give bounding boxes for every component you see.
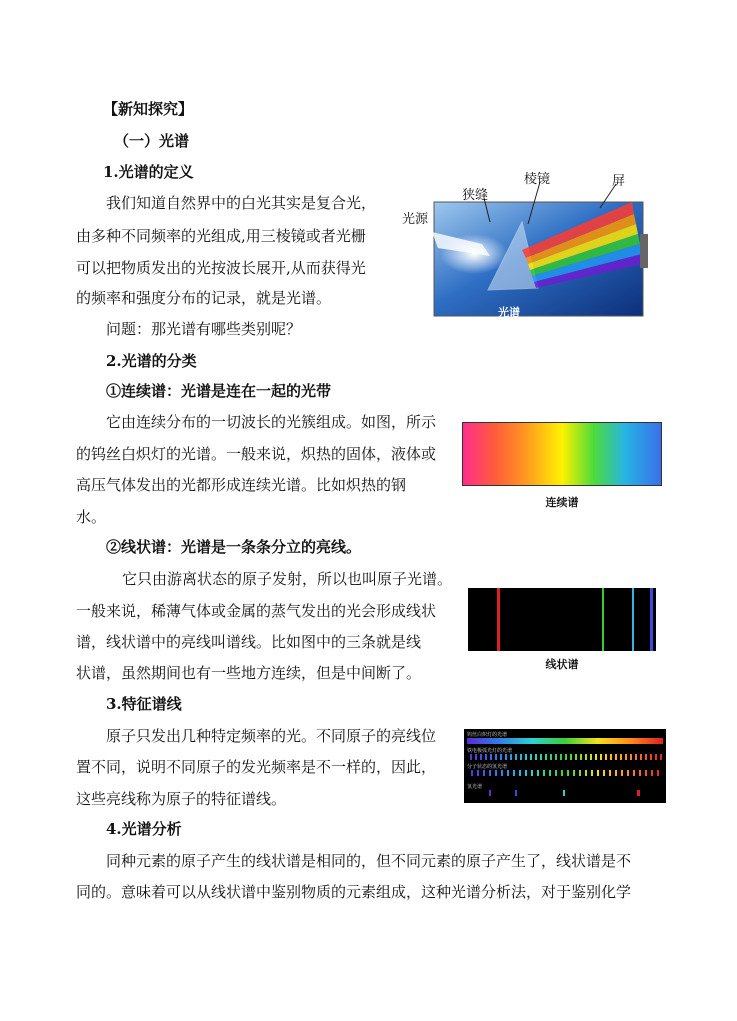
spectral-line-cyan <box>632 588 634 651</box>
prism-caption: 光谱 <box>498 306 520 319</box>
spectra-band-2 <box>467 754 663 760</box>
continuous-line-4: 水。 <box>76 508 107 526</box>
s4-title: 4.光谱分析 <box>106 820 182 838</box>
s4-line-1: 同种元素的原子产生的线状谱是相同的，但不同元素的原子产生了，线状谱是不 <box>106 852 632 870</box>
spectral-line-red <box>497 588 500 651</box>
s1-question: 问题：那光谱有哪些类别呢？ <box>106 320 302 338</box>
s1-line-2: 由多种不同频率的光组成,用三棱镜或者光栅 <box>76 227 366 245</box>
subheading: （一）光谱 <box>114 132 190 150</box>
s4-line-2: 同的。意味着可以从线状谱中鉴别物质的元素组成，这种光谱分析法，对于鉴别化学 <box>76 883 632 901</box>
s1-line-1: 我们知道自然界中的白光其实是复合光， <box>106 194 377 212</box>
line-spectrum-line-1: 它只由游离状态的原子发射，所以也叫原子光谱。 <box>122 570 453 588</box>
line-spectrum-caption: 线状谱 <box>545 658 579 671</box>
s3-title: 3.特征谱线 <box>106 695 182 713</box>
prism-figure <box>402 162 648 320</box>
s1-line-3: 可以把物质发出的光按波长展开,从而获得光 <box>76 259 366 277</box>
label-light-source: 光源 <box>402 212 429 227</box>
spectra-label-1: 钨丝白炽灯的光谱 <box>467 732 508 738</box>
s3-line-1: 原子只发出几种特定频率的光。不同原子的亮线位 <box>106 727 437 745</box>
spectral-line-blue <box>650 588 653 651</box>
s3-line-2: 置不同，说明不同原子的发光频率是不一样的，因此， <box>76 758 437 776</box>
line-spectrum-line-3: 谱，线状谱中的亮线叫谱线。比如图中的三条就是线 <box>76 633 422 651</box>
spectra-label-3: 分子状态的氢光谱 <box>467 764 508 770</box>
spectral-line-green <box>602 588 604 651</box>
line-spectrum-line-4: 状谱，虽然期间也有一些地方连续，但是中间断了。 <box>76 664 422 682</box>
spectra-band-3 <box>467 770 663 776</box>
spectra-band-4 <box>467 790 663 796</box>
label-screen: 屏 <box>612 174 626 189</box>
continuous-line-1: 它由连续分布的一切波长的光簇组成。如图，所示 <box>106 413 437 431</box>
label-prism: 棱镜 <box>524 172 551 187</box>
line-spectrum <box>468 588 656 651</box>
s2-title: 2.光谱的分类 <box>106 352 197 370</box>
spectra-label-4: 氢光谱 <box>467 784 483 790</box>
continuous-caption: 连续谱 <box>545 496 579 509</box>
spectra-band-1 <box>467 738 663 744</box>
continuous-spectrum <box>462 422 662 486</box>
s1-line-4: 的频率和强度分布的记录，就是光谱。 <box>76 289 332 307</box>
section-header: 【新知探究】 <box>103 100 194 118</box>
line-spectrum-heading: ②线状谱：光谱是一条条分立的亮线。 <box>106 538 362 556</box>
continuous-line-3: 高压气体发出的光都形成连续光谱。比如炽热的钢 <box>76 476 407 494</box>
continuous-line-2: 的钨丝白炽灯的光谱。一般来说，炽热的固体，液体或 <box>76 445 437 463</box>
s3-line-3: 这些亮线称为原子的特征谱线。 <box>76 790 287 808</box>
characteristic-spectra <box>464 729 666 803</box>
label-slit: 狭缝 <box>462 188 489 203</box>
spectra-label-2: 铁电极弧光灯的光谱 <box>467 748 513 754</box>
s1-title: 1.光谱的定义 <box>103 163 194 181</box>
line-spectrum-line-2: 一般来说，稀薄气体或金属的蒸气发出的光会形成线状 <box>76 602 437 620</box>
continuous-heading: ①连续谱：光谱是连在一起的光带 <box>106 382 332 400</box>
